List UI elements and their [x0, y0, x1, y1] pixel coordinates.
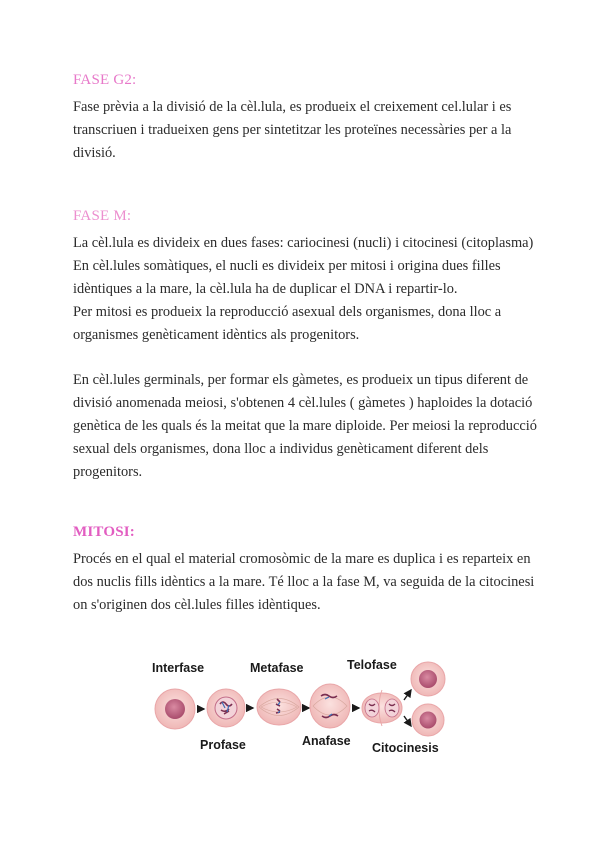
text-line: genètica de les quals és la meitat que la mare diploide. Per meiosi la reproducció	[73, 418, 537, 434]
text-line: idèntiques a la mare, la cèl.lula ha de duplicar el DNA i repartir-lo.	[73, 281, 458, 297]
text-line: progenitors.	[73, 464, 143, 480]
mitosi-heading: MITOSI:	[73, 524, 135, 540]
text-line: sexual dels organismes, dona lloc a individus genèticament diferent dels	[73, 441, 489, 457]
daughter-cell-top	[411, 662, 445, 696]
text-line: divisió anomenada meiosi, s'obtenen 4 cèl.lules ( gàmetes ) haploides la dotació	[73, 395, 533, 411]
text-line: divisió.	[73, 145, 116, 161]
profase-cell	[207, 689, 245, 727]
label-profase: Profase	[200, 738, 246, 752]
fase-m-paragraph	[73, 232, 533, 347]
arrow	[404, 690, 411, 700]
text-line: on s'originen dos cèl.lules filles idèntiques.	[73, 597, 321, 613]
text-line: organismes genèticament idèntics als progenitors.	[73, 327, 360, 343]
label-interfase: Interfase	[152, 661, 205, 675]
mitosis-diagram	[140, 652, 460, 762]
fase-g2-paragraph	[73, 96, 511, 165]
meiosi-paragraph	[73, 369, 537, 484]
text-line: transcriuen i tradueixen gens per sintetitzar les proteïnes necessàries per a la	[73, 122, 512, 138]
daughter-cell-bottom	[412, 704, 444, 736]
text-line: Per mitosi es produeix la reproducció asexual dels organismes, dona lloc a	[73, 304, 502, 320]
text-line: En cèl.lules germinals, per formar els gàmetes, es produeix un tipus diferent de	[73, 372, 529, 388]
arrow	[404, 716, 411, 726]
telofase-cell	[362, 690, 402, 726]
text-line: Fase prèvia a la divisió de la cèl.lula, es produeix el creixement cel.lular i es	[73, 99, 512, 115]
label-citocinesis: Citocinesis	[372, 741, 439, 755]
text-line: En cèl.lules somàtiques, el nucli es divideix per mitosi i origina dues filles	[73, 258, 501, 274]
label-telofase: Telofase	[347, 658, 397, 672]
interfase-cell	[155, 689, 195, 729]
mitosi-paragraph	[73, 548, 534, 617]
metafase-cell	[257, 689, 301, 725]
label-metafase: Metafase	[250, 661, 304, 675]
text-line: Procés en el qual el material cromosòmic de la mare es duplica i es reparteix en	[73, 551, 531, 567]
text-line: La cèl.lula es divideix en dues fases: cariocinesi (nucli) i citocinesi (citoplasma)	[73, 235, 534, 251]
fase-m-heading: FASE M:	[73, 208, 132, 224]
text-line: dos nuclis fills idèntics a la mare. Té lloc a la fase M, va seguida de la citocinesi	[73, 574, 535, 590]
label-anafase: Anafase	[302, 734, 351, 748]
anafase-cell	[310, 684, 350, 728]
fase-g2-heading: FASE G2:	[73, 72, 137, 88]
